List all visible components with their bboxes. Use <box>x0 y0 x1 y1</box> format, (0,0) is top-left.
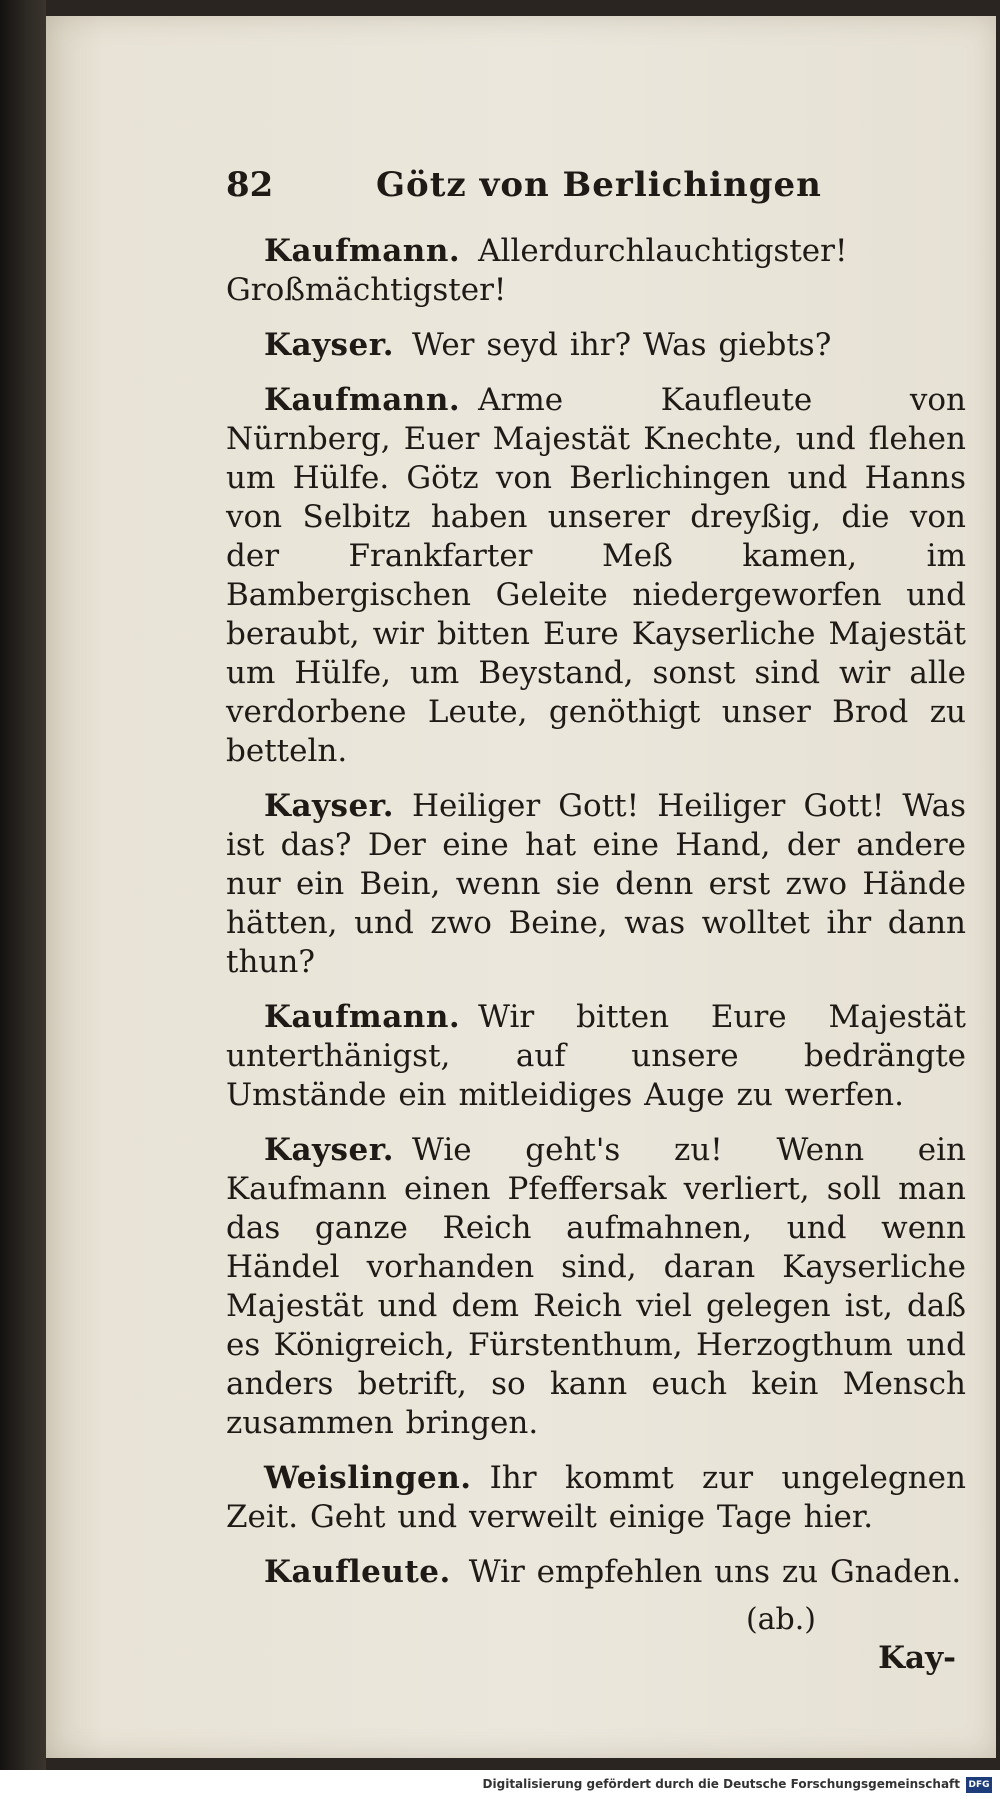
speaker-name: Weislingen. <box>264 1460 472 1496</box>
dialogue-line <box>226 1553 966 1592</box>
page-number: 82 <box>226 165 274 205</box>
dialogue-text: Allerdurchlauchtigster! Großmächtigster! <box>226 233 848 308</box>
speaker-name: Kayser. <box>264 327 394 363</box>
dialogue-text: Heiliger Gott! Heiliger Gott! Was ist das? Der eine hat eine Hand, der andere nur ein Bein, wenn sie denn erst zwo Hände hätten, und zwo Beine, was wolltet ihr dann thun? <box>226 788 966 980</box>
catchword: Kay- <box>878 1640 956 1676</box>
dfg-logo-icon: DFG <box>966 1777 992 1793</box>
dialogue-text: Wie geht's zu! Wenn ein Kaufmann einen Pfeffersak verliert, soll man das ganze Reich aufmahnen, und wenn Händel vorhanden sind, daran Kayserliche Majestät und dem Reich viel gelegen ist, daß es Königreich, Fürstenthum, Herzogthum und anders betrift, so kann euch kein Mensch zusammen bringen. <box>226 1132 966 1441</box>
speaker-name: Kaufmann. <box>264 382 461 418</box>
speaker-name: Kayser. <box>264 788 394 824</box>
book-page <box>46 16 996 1758</box>
running-head: Götz von Berlichingen <box>376 165 822 205</box>
dialogue-line <box>226 326 966 365</box>
dialogue-line <box>226 1459 966 1537</box>
stage-direction: (ab.) <box>745 1602 816 1637</box>
speaker-name: Kayser. <box>264 1132 394 1168</box>
funding-credit: Digitalisierung gefördert durch die Deutsche Forschungsgemeinschaft <box>482 1777 960 1791</box>
dialogue-line <box>226 998 966 1115</box>
dialogue-text: Wer seyd ihr? Was giebts? <box>412 327 832 363</box>
speaker-name: Kaufmann. <box>264 999 461 1035</box>
dialogue-line <box>226 381 966 771</box>
credit-bar <box>0 1770 1000 1802</box>
speaker-name: Kaufmann. <box>264 233 461 269</box>
page-header <box>226 166 966 222</box>
book-spine <box>0 0 46 1770</box>
dialogue-text: Arme Kaufleute von Nürnberg, Euer Majestät Knechte, und flehen um Hülfe. Götz von Berlichingen und Hanns von Selbitz haben unserer dreyßig, die von der Frankfarter Meß kamen, im Bambergischen Geleite niedergeworfen und beraubt, wir bitten Eure Kayserliche Majestät um Hülfe, um Beystand, sonst sind wir alle verdorbene Leute, genöthigt unser Brod zu betteln. <box>226 382 966 769</box>
page-content <box>226 166 966 1678</box>
dialogue-line <box>226 787 966 982</box>
dialogue-line <box>226 1131 966 1443</box>
dialogue-line <box>226 232 966 310</box>
dialogue-text: Ihr kommt zur ungelegnen Zeit. Geht und verweilt einige Tage hier. <box>226 1460 966 1535</box>
speaker-name: Kaufleute. <box>264 1554 451 1590</box>
dialogue-text: Wir bitten Eure Majestät unterthänigst, auf unsere bedrängte Umstände ein mitleidiges Auge zu werfen. <box>226 999 966 1113</box>
dialogue-text: Wir empfehlen uns zu Gnaden. <box>468 1554 962 1590</box>
